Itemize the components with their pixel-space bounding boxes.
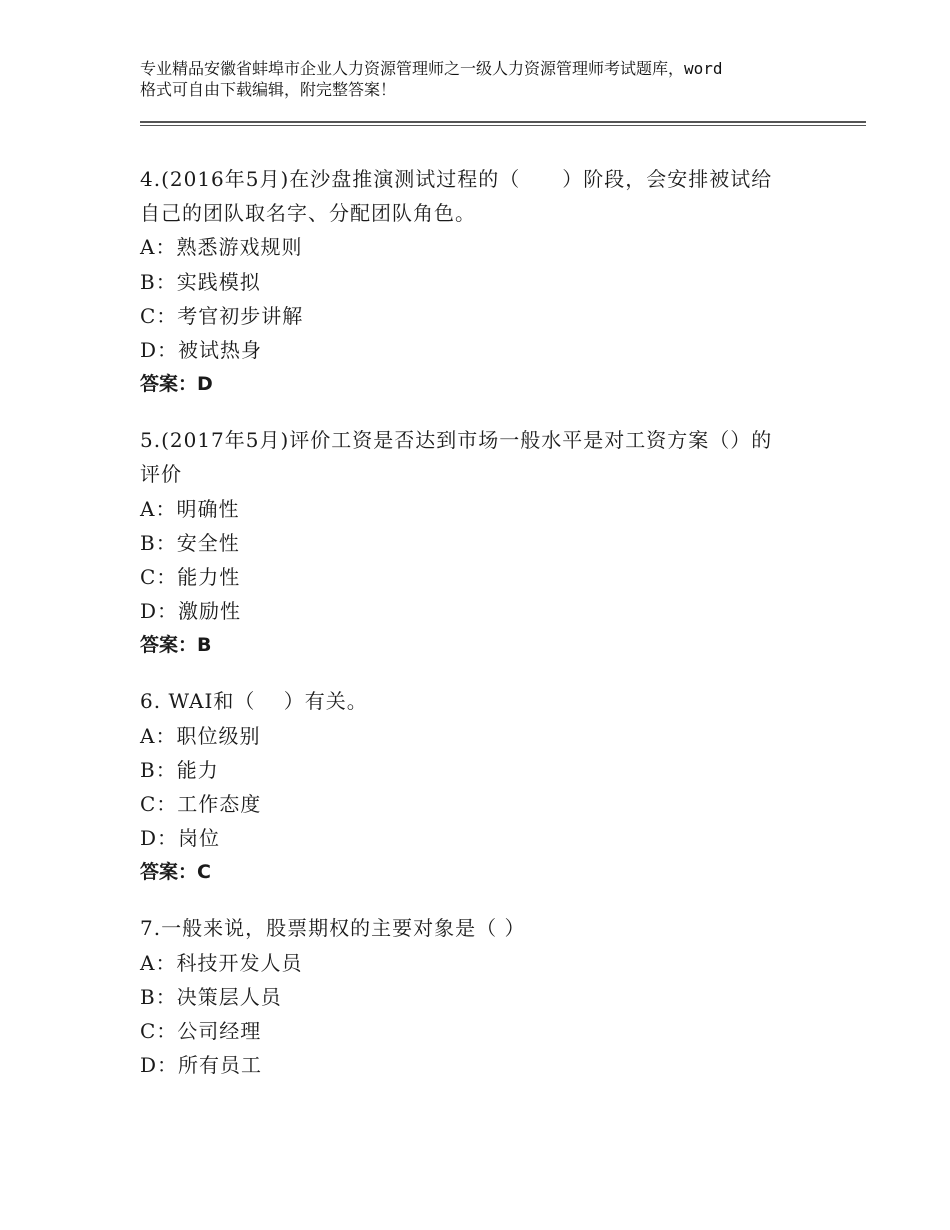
question-block xyxy=(140,911,830,1082)
answer-option: B：决策层人员 xyxy=(140,984,282,1009)
answer-option: B：能力 xyxy=(140,757,219,782)
answer-option: D：激励性 xyxy=(140,599,242,624)
header-line-1: 专业精品安徽省蚌埠市企业人力资源管理师之一级人力资源管理师考试题库，word xyxy=(140,59,723,78)
answer-option: D：所有员工 xyxy=(140,1053,263,1078)
answer-key: 答案：C xyxy=(140,861,211,884)
answer-option: A：明确性 xyxy=(140,496,240,521)
answer-option: C：能力性 xyxy=(140,565,241,590)
answer-key: 答案：B xyxy=(140,634,212,657)
answer-option: A：熟悉游戏规则 xyxy=(140,235,303,260)
question-stem: 6. WAI和（ ）有关。 xyxy=(140,689,368,714)
document-header xyxy=(140,58,840,100)
question-block xyxy=(140,684,830,889)
answer-option: B：安全性 xyxy=(140,530,240,555)
answer-option: A：职位级别 xyxy=(140,723,261,748)
answer-option: B：实践模拟 xyxy=(140,269,261,294)
answer-option: C：公司经理 xyxy=(140,1019,262,1044)
header-divider-thin xyxy=(140,125,866,126)
answer-option: D：被试热身 xyxy=(140,338,263,363)
answer-option: C：工作态度 xyxy=(140,792,262,817)
question-stem: 4.(2016年5月)在沙盘推演测试过程的（ ）阶段，会安排被试给 xyxy=(140,167,773,191)
answer-option: C：考官初步讲解 xyxy=(140,303,304,328)
question-stem: 评价 xyxy=(140,462,182,487)
question-block xyxy=(140,162,830,401)
answer-key: 答案：D xyxy=(140,373,213,396)
question-stem: 自己的团队取名字、分配团队角色。 xyxy=(140,201,476,226)
question-stem: 5.(2017年5月)评价工资是否达到市场一般水平是对工资方案（）的 xyxy=(140,428,773,453)
header-divider xyxy=(140,121,866,123)
question-stem: 7.一般来说，股票期权的主要对象是（ ） xyxy=(140,916,526,941)
header-line-2: 格式可自由下载编辑，附完整答案！ xyxy=(140,80,397,99)
question-list xyxy=(140,162,830,1104)
answer-option: D：岗位 xyxy=(140,826,221,851)
question-block xyxy=(140,423,830,662)
answer-option: A：科技开发人员 xyxy=(140,950,303,975)
